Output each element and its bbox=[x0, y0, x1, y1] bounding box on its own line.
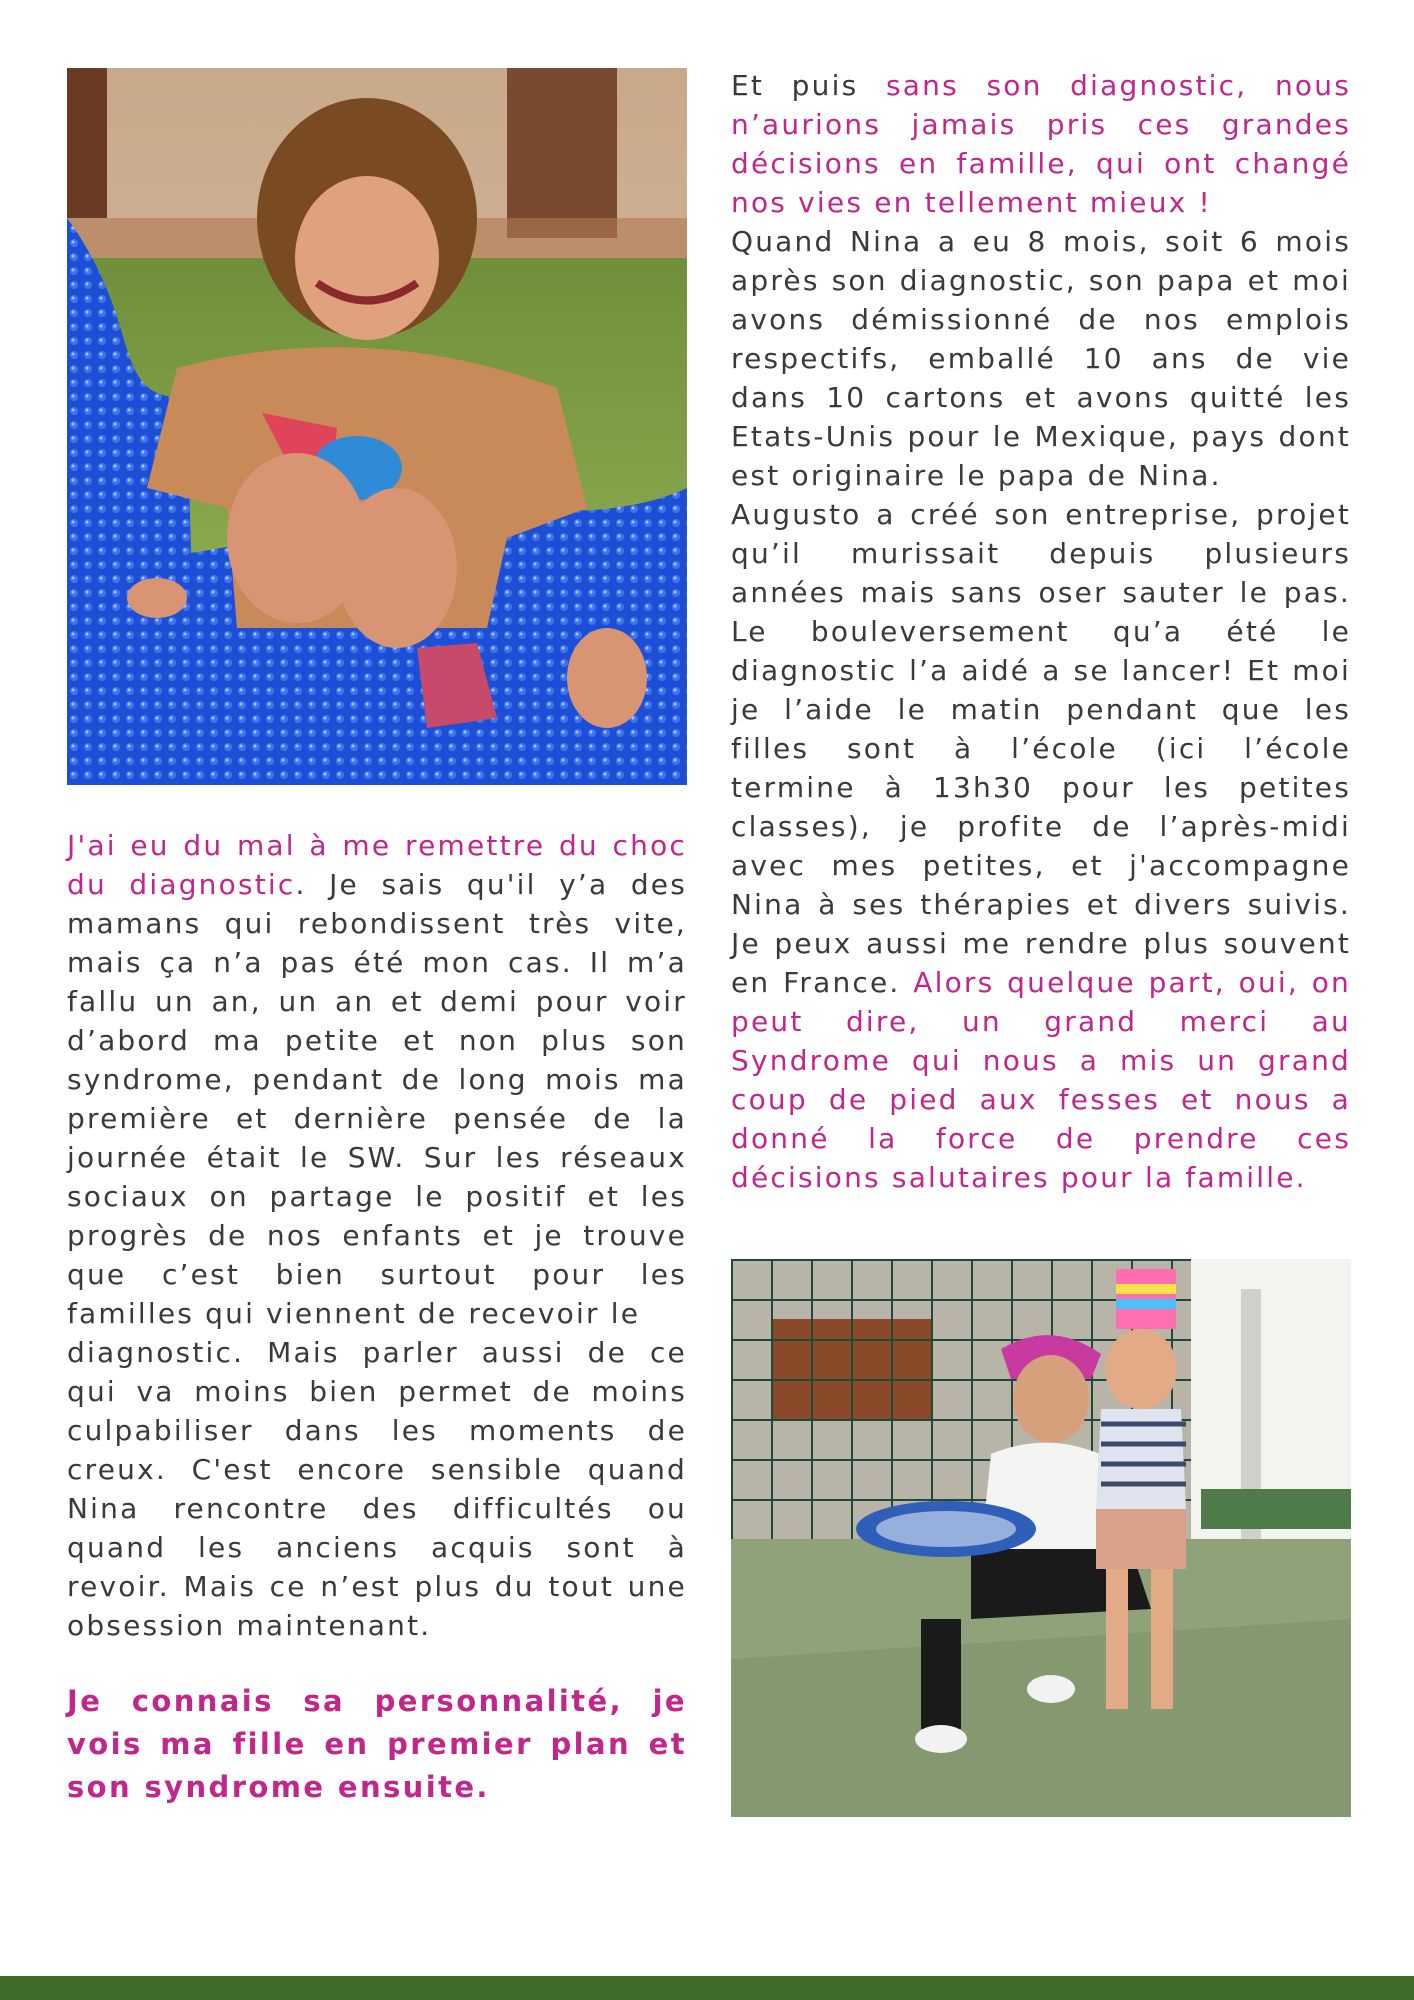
paragraph-diagnosis-text: . Je sais qu'il y’a des mamans qui rebondissent très vite, mais ça n’a pas été mon cas. Il m’a fallu un an, un an et demi pour voir d’abord ma petite et non plus son syndrome, pendant de long mois ma première et dernière pensée de la journée était le SW. Sur les réseaux sociaux on partage le positif et les progrès de nos enfants et je trouve que c’est bien surtout pour les familles qui viennent de recevoir le bbox=[67, 868, 688, 1330]
paragraph-decisions-highlight: sans son diagnostic, nous n’aurions jamais pris ces grandes décisions en famille, qui ont changé nos vies en tellement mieux ! bbox=[731, 69, 1351, 219]
paragraph-decisions bbox=[731, 66, 1351, 222]
paragraph-decisions-lead: Et puis bbox=[731, 69, 886, 102]
paragraph-diagnosis-highlight: J'ai eu du mal à me remettre du choc du diagnostic bbox=[67, 829, 687, 901]
paragraph-move-mexico: Quand Nina a eu 8 mois, soit 6 mois après son diagnostic, son papa et moi avons démissionné de nos emplois respectifs, emballé 10 ans de vie dans 10 cartons et avons quitté les Etats-Unis pour le Mexique, pays dont est originaire le papa de Nina. bbox=[731, 225, 1351, 492]
family-photo-illustration bbox=[731, 1259, 1351, 1817]
footer-bar bbox=[0, 1976, 1414, 2000]
paragraph-diagnosis-shock bbox=[67, 826, 687, 1333]
paragraph-diagnosis-continued: diagnostic. Mais parler aussi de ce qui va moins bien permet de moins culpabiliser dans les moments de creux. C'est encore sensible quand Nina rencontre des difficultés ou quand les anciens acquis sont à revoir. Mais ce n’est plus du tout une obsession maintenant. bbox=[67, 1336, 687, 1642]
paragraph-augusto-text: Augusto a créé son entreprise, projet qu’il murissait depuis plusieurs années mais sans oser sauter le pas. Le bouleversement qu’a été le diagnostic l’a aidé a se lancer! Et moi je l’aide le matin pendant que les filles sont à l’école (ici l’école termine à 13h30 pour les petites classes), je profite de l’après-midi avec mes petites, et j'accompagne Nina à ses thérapies et divers suivis. Je peux aussi me rendre plus souvent en France. bbox=[731, 498, 1351, 999]
left-column-text bbox=[67, 826, 687, 1645]
photo-child-on-tarp bbox=[67, 68, 687, 785]
pull-quote: Je connais sa personnalité, je vois ma fille en premier plan et son syndrome ensuite. bbox=[67, 1684, 687, 1804]
paragraph-augusto-highlight: Alors quelque part, oui, on peut dire, un grand merci au Syndrome qui nous a mis un grand coup de pied aux fesses et nous a donné la force de prendre ces décisions salutaires pour la famille. bbox=[731, 966, 1352, 1194]
photo-mother-and-daughter bbox=[731, 1259, 1351, 1817]
child-photo-illustration bbox=[67, 68, 687, 785]
right-column-text bbox=[731, 66, 1351, 1197]
paragraph-augusto bbox=[731, 495, 1351, 1197]
